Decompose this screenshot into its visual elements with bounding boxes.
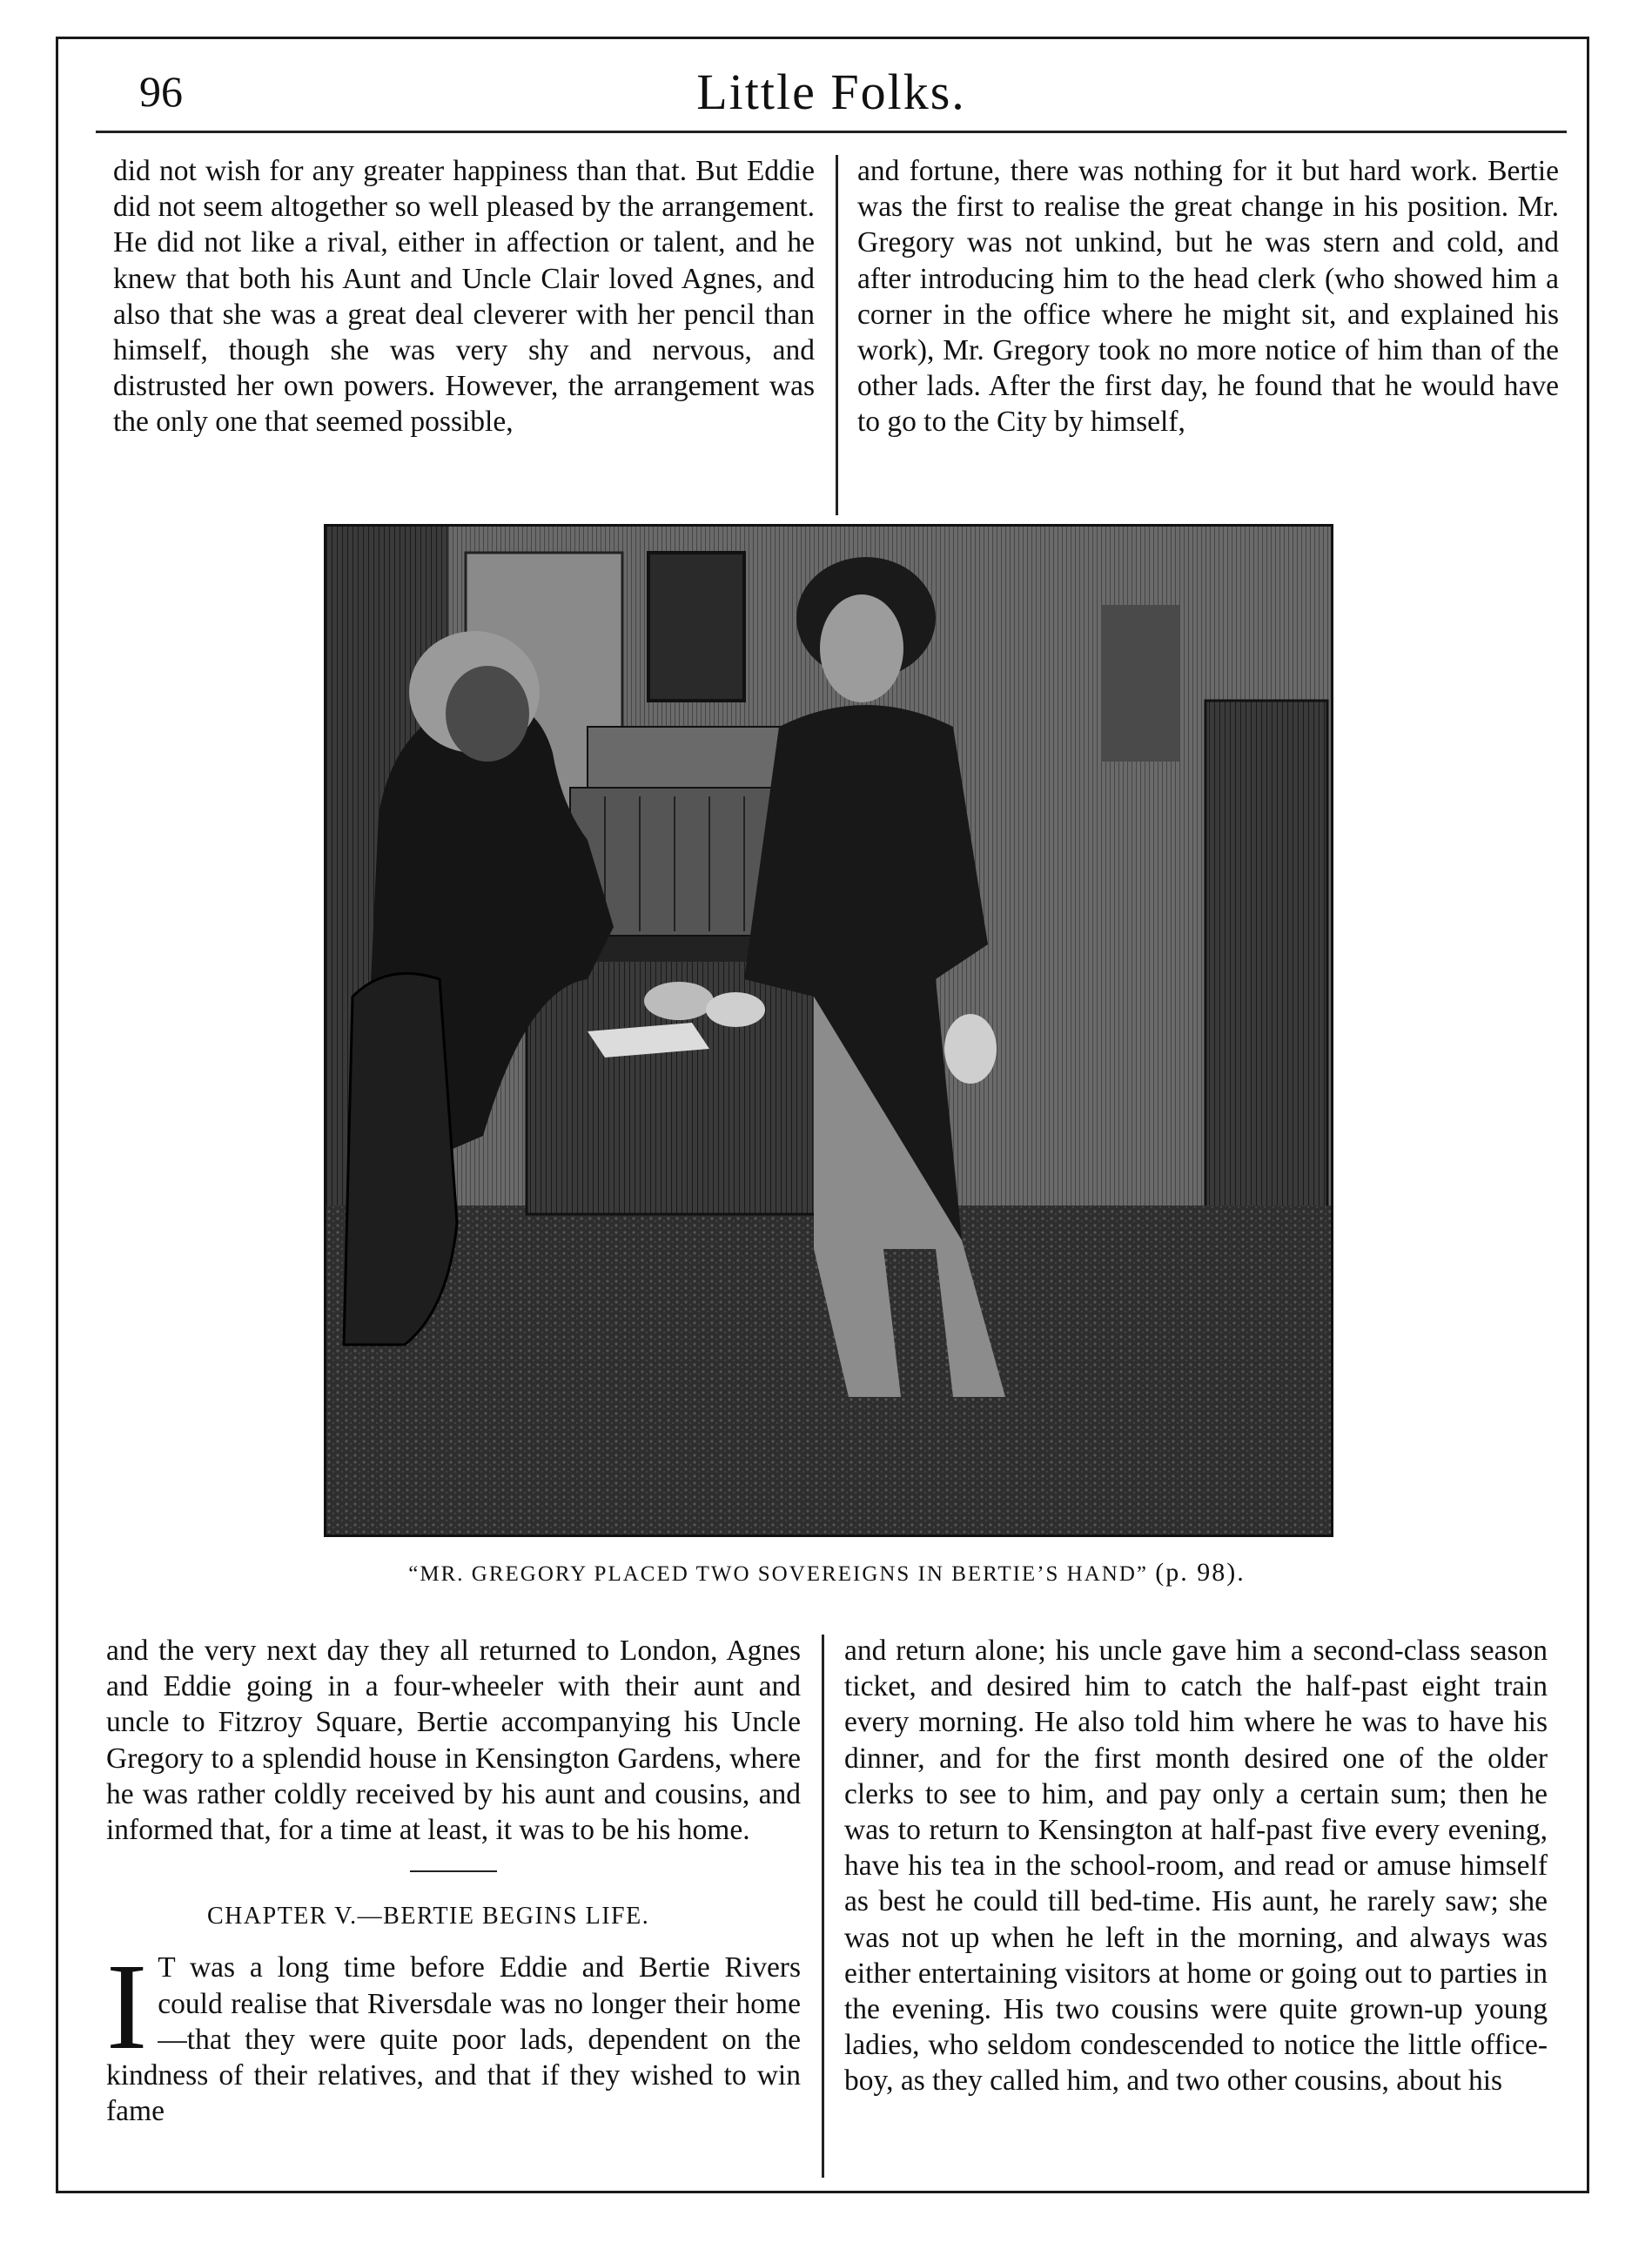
engraving-artwork	[326, 527, 1331, 1534]
caption-text: “MR. GREGORY PLACED TWO SOVEREIGNS IN BERTIE’S HAND”	[408, 1562, 1148, 1586]
bottom-left-paragraph: and the very next day they all returned to London, Agnes and Eddie going in a four-wheeler with their aunt and uncle to Fitzroy Square, Bertie accompanying his Uncle Gregory to a splendid house in Kensington Gardens, where he was rather coldly received by his aunt and cousins, and informed that, for a time at least, it was to be his home.	[106, 1635, 801, 1847]
caption-page-reference: (p. 98).	[1155, 1558, 1246, 1587]
chapter-opening	[106, 1937, 801, 2129]
section-rule	[410, 1870, 497, 1872]
header-rule	[96, 131, 1567, 133]
top-left-column	[113, 153, 815, 440]
bottom-right-paragraph: and return alone; his uncle gave him a second-class season ticket, and desired him to catch the half-past eight train every morning. He also told him where he was to have his dinner, and for the first month desired one of the older clerks to see to him, and pay only a certain sum; then he was to return to Kensington at half-past five every evening, have his tea in the school-room, and read or amuse himself as best he could till bed-time. His aunt, he rarely saw; she was not up when he left in the morning, and always was either entertaining visitors at home or going out to parties in the evening. His two cousins were quite grown-up young ladies, who seldom condescended to notice the little office-boy, as they called him, and two other cousins, about his	[844, 1635, 1548, 2098]
engraving-illustration	[324, 524, 1333, 1537]
chapter-heading: CHAPTER V.—BERTIE BEGINS LIFE.	[207, 1903, 650, 1930]
top-right-column	[857, 153, 1559, 440]
top-right-paragraph: and fortune, there was nothing for it but hard work. Bertie was the first to realise the great change in his position. Mr. Gregory was not unkind, but he was stern and cold, and after introducing him to the head clerk (who showed him a corner in the office where he might sit, and explained his work), Mr. Gregory took no more notice of him than of the other lads. After the first day, he found that he would have to go to the City by himself,	[857, 155, 1559, 439]
column-divider-top	[836, 155, 838, 515]
bottom-right-column	[844, 1633, 1548, 2099]
running-title: Little Folks.	[696, 64, 966, 120]
page-number: 96	[139, 67, 183, 116]
page-header	[96, 61, 1567, 131]
illustration-caption	[261, 1558, 1393, 1588]
chapter-text: T was a long time before Eddie and Bertie Rivers could realise that Riversdale was no longer their home—that they were quite poor lads, dependent on the kindness of their relatives, and that if they wished to win fame	[106, 1951, 801, 2128]
top-left-paragraph: did not wish for any greater happiness than that. But Eddie did not seem altogether so well pleased by the arrangement. He did not like a rival, either in affection or talent, and he knew that both his Aunt and Uncle Clair loved Agnes, and also that she was a great deal cleverer with her pencil than himself, though she was very shy and nervous, and distrusted her own powers. However, the arrangement was the only one that seemed possible,	[113, 155, 815, 439]
drop-cap: I	[106, 1937, 148, 2076]
bottom-left-column	[106, 1633, 801, 2129]
column-divider-bottom	[822, 1635, 824, 2178]
